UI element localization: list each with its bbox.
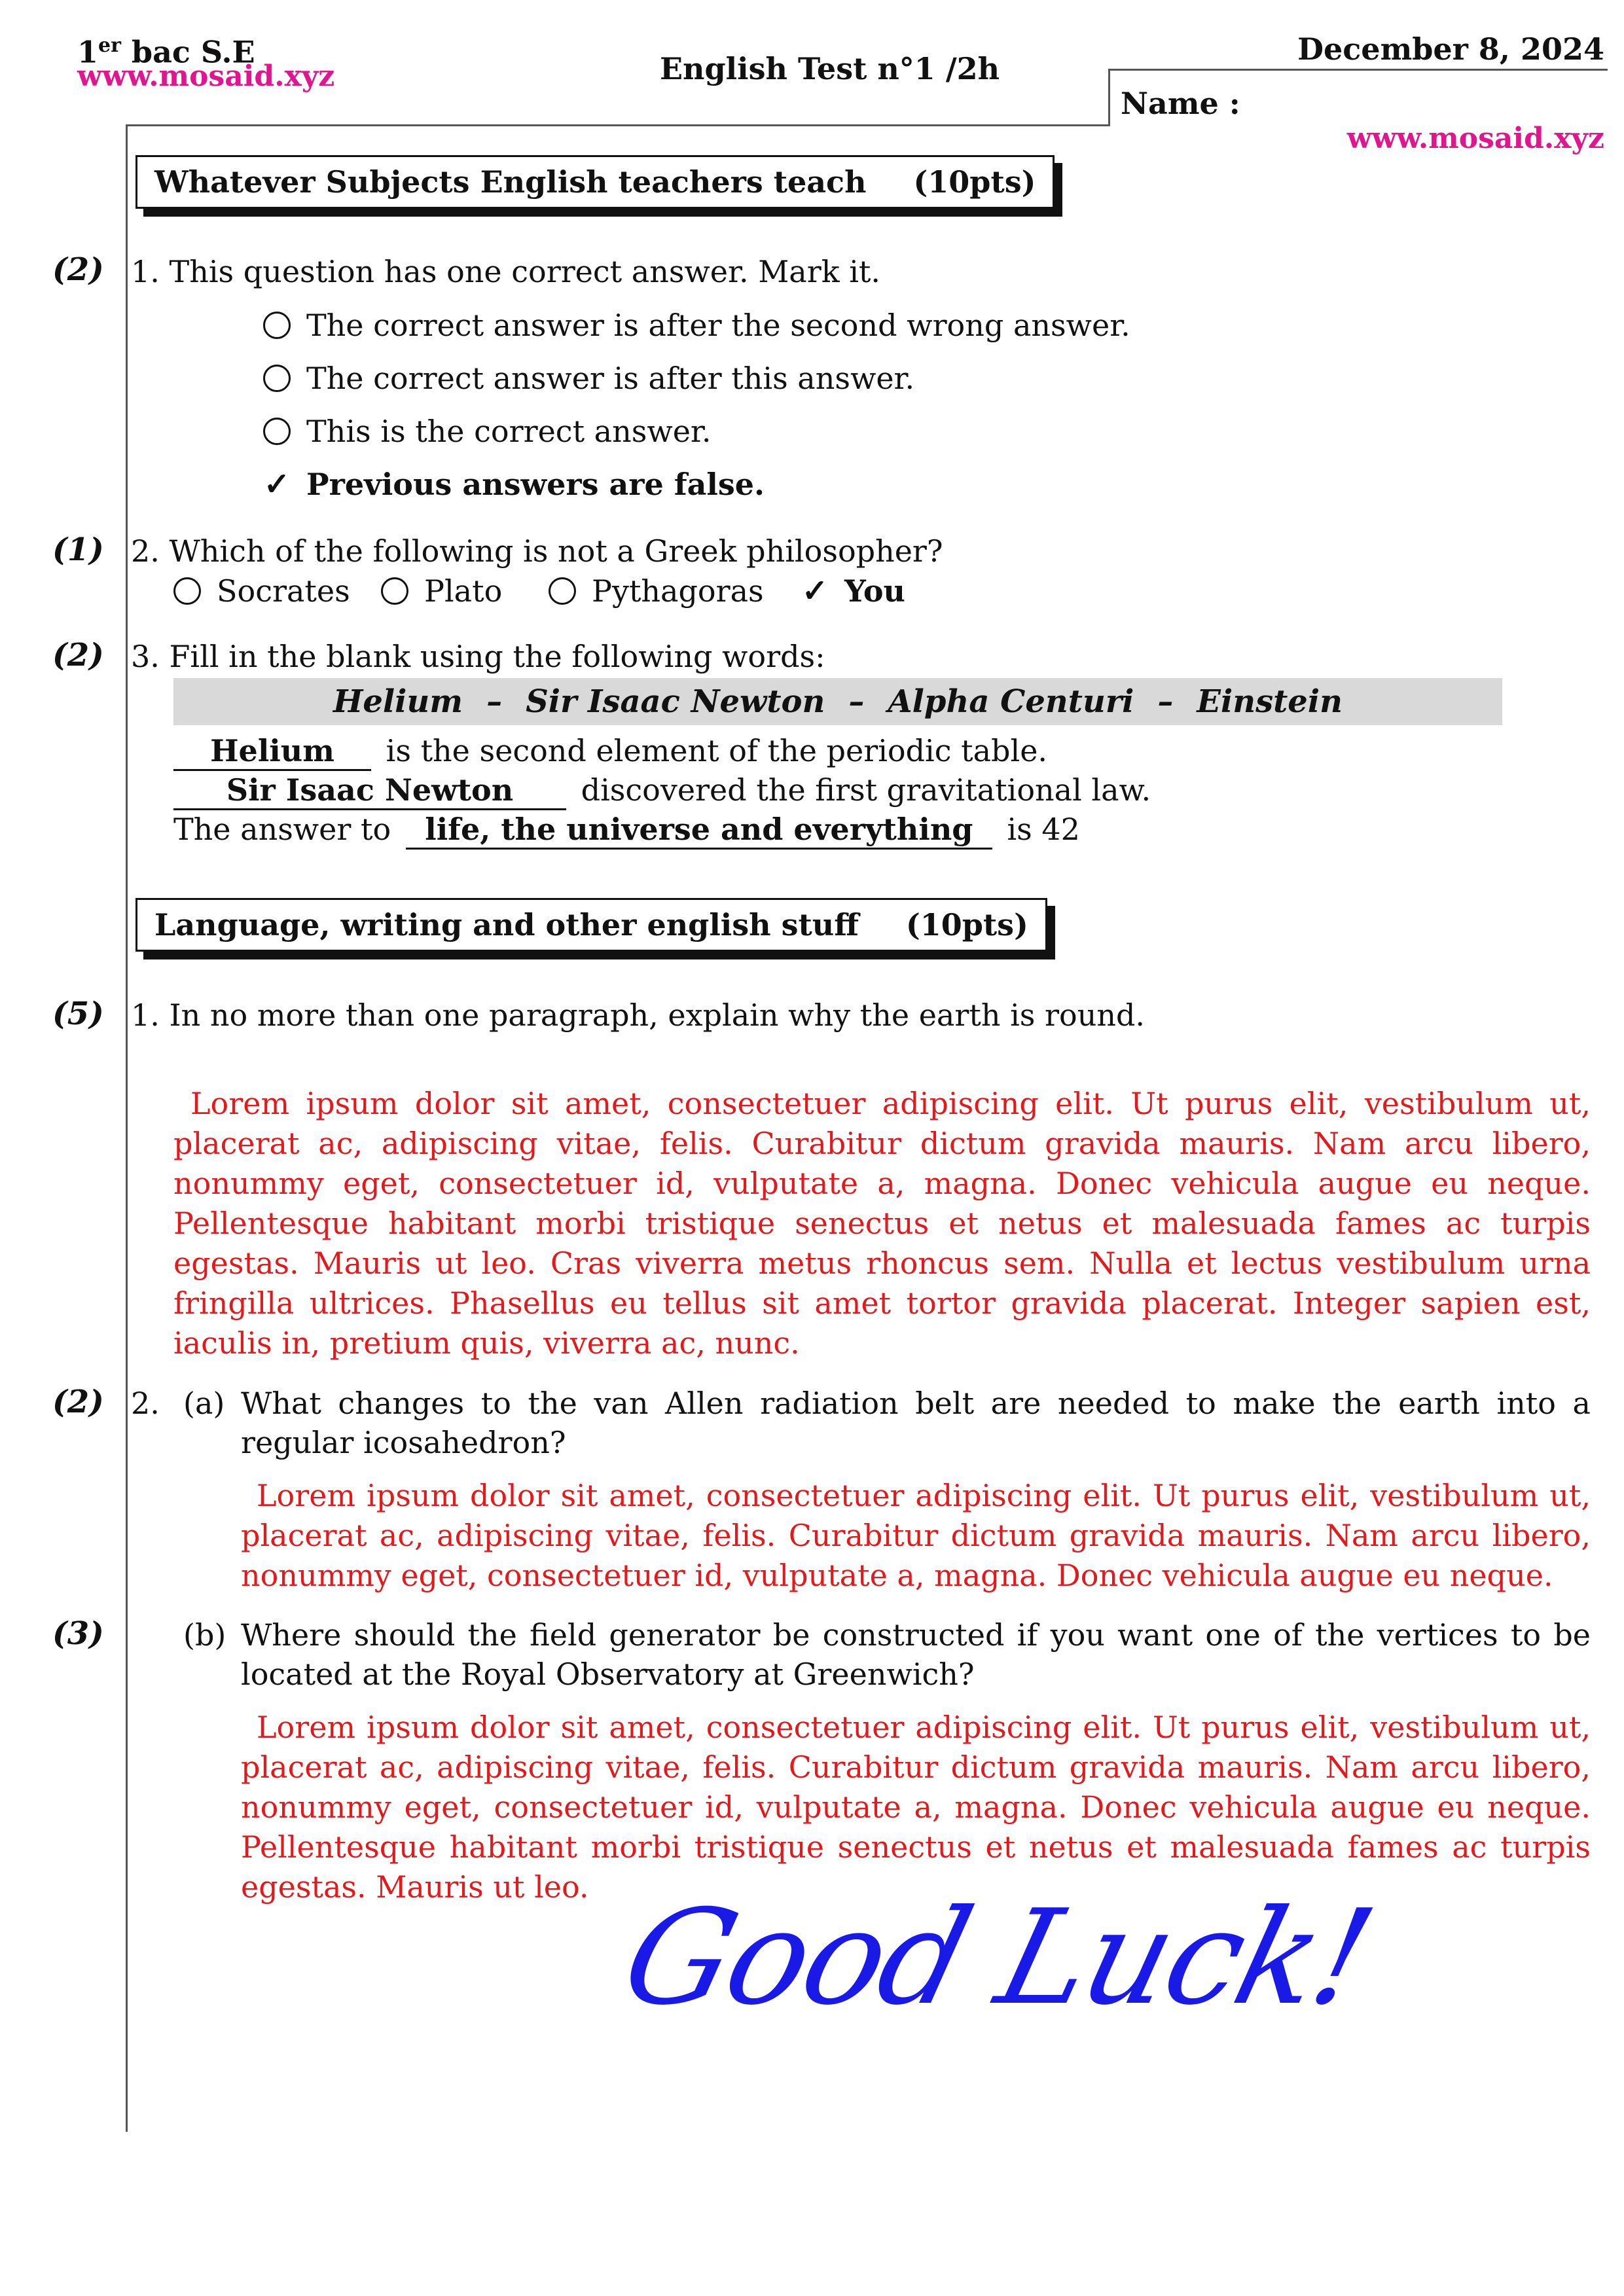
word-bank-item: Alpha Centuri (888, 683, 1134, 720)
s2-q2b-points: (3) (52, 1615, 104, 1652)
fill-line-2 (173, 770, 1151, 810)
s2-q2b-text: Where should the field generator be constructed if you want one of the vertices to be located at the Royal Observatory at Greenwich? (241, 1617, 1591, 1692)
section1-title-box (135, 155, 1055, 209)
q1-option-1-label: The correct answer is after the second wrong answer. (306, 308, 1130, 343)
good-luck-closing: Good Luck! (609, 1882, 1386, 2034)
class-level-sup: er (98, 34, 121, 57)
radio-circle-icon[interactable] (173, 577, 201, 605)
q1-option-4-label: Previous answers are false. (306, 467, 765, 502)
q1-option-3-label: This is the correct answer. (306, 414, 712, 449)
test-title: English Test n°1 /2h (660, 51, 1000, 86)
word-bank-separator: – (1157, 683, 1174, 720)
section2-title-box (135, 898, 1047, 952)
radio-circle-icon[interactable] (263, 418, 291, 445)
q2-option-4[interactable] (801, 571, 905, 611)
q1-points: (2) (52, 251, 104, 288)
fill-line-3-text: is 42 (1007, 812, 1080, 847)
s2-q2b-label: (b) (183, 1617, 226, 1653)
radio-circle-icon[interactable] (263, 312, 291, 339)
fill-line-2-text: discovered the first gravitational law. (581, 772, 1151, 808)
header-rule (126, 124, 1110, 126)
website-left: www.mosaid.xyz (77, 60, 335, 93)
q1-option-3[interactable] (263, 412, 711, 451)
q2-text: 2. Which of the following is not a Greek philosopher? (131, 533, 943, 569)
q2-option-2-label: Plato (424, 573, 503, 609)
s2-q1-answer: Lorem ipsum dolor sit amet, consectetuer adipiscing elit. Ut purus elit, vestibulum ut, placerat ac, adipiscing vitae, felis. Curabitur dictum gravida mauris. Nam arcu libero, nonummy eget, consectetuer id, vulputate a, magna. Donec vehicula augue eu neque. Pellentesque habitant morbi tristique senectus et netus et malesuada fames ac turpis egestas. Mauris ut leo. Cras viverra metus rhoncus sem. Nulla et lectus vestibulum urna fringilla ultrices. Phasellus eu tellus sit amet tortor gravida placerat. Integer sapien est, iaculis in, pretium quis, viverra ac, nunc. (173, 1086, 1591, 1361)
fill-blank-3[interactable]: life, the universe and everything (406, 811, 992, 850)
class-level-rest: bac S.E (120, 34, 255, 70)
class-level-base: 1 (77, 34, 99, 70)
test-date: December 8, 2024 (1297, 31, 1604, 67)
margin-rule (126, 124, 128, 2132)
q2-option-1[interactable] (173, 571, 350, 611)
fill-line-3 (173, 810, 1080, 850)
q1-option-4[interactable] (263, 465, 765, 504)
word-bank-item: Sir Isaac Newton (526, 683, 825, 720)
fill-line-1 (173, 731, 1047, 771)
section1-title: Whatever Subjects English teachers teach (154, 164, 867, 200)
q1-option-2[interactable] (263, 359, 914, 398)
name-label: Name : (1121, 86, 1240, 121)
q1-option-1[interactable] (263, 306, 1130, 345)
q2-option-3-label: Pythagoras (592, 573, 764, 609)
q1-text: 1. This question has one correct answer. Mark it. (131, 254, 881, 289)
word-bank-separator: – (848, 683, 865, 720)
fill-blank-1[interactable]: Helium (173, 732, 371, 771)
q2-option-3[interactable] (549, 571, 764, 611)
q1-option-2-label: The correct answer is after this answer. (306, 361, 915, 396)
s2-q1-text: 1. In no more than one paragraph, explain why the earth is round. (131, 997, 1146, 1033)
s2-q2a-label: (a) (183, 1386, 225, 1421)
s2-q2a-points: (2) (52, 1384, 104, 1420)
q2-option-2[interactable] (381, 571, 502, 611)
section2-title: Language, writing and other english stuff (154, 907, 859, 942)
radio-circle-icon[interactable] (549, 577, 576, 605)
radio-circle-icon[interactable] (381, 577, 408, 605)
section2-points: (10pts) (905, 907, 1028, 942)
checkmark-icon[interactable]: ✓ (263, 466, 291, 503)
s2-q2a-answer: Lorem ipsum dolor sit amet, consectetuer adipiscing elit. Ut purus elit, vestibulum ut, placerat ac, adipiscing vitae, felis. Curabitur dictum gravida mauris. Nam arcu libero, nonummy eget, consectetuer id, vulputate a, magna. Donec vehicula augue eu neque. (241, 1478, 1591, 1593)
section1-points: (10pts) (913, 164, 1036, 200)
q2-option-4-label: You (844, 573, 905, 609)
s2-q2b-answer: Lorem ipsum dolor sit amet, consectetuer adipiscing elit. Ut purus elit, vestibulum ut, placerat ac, adipiscing vitae, felis. Curabitur dictum gravida mauris. Nam arcu libero, nonummy eget, consectetuer id, vulputate a, magna. Donec vehicula augue eu neque. Pellentesque habitant morbi tristique senectus et netus et malesuada fames ac turpis egestas. Mauris ut leo. (241, 1710, 1591, 1905)
word-bank (173, 678, 1502, 725)
word-bank-item: Helium (333, 683, 463, 720)
q3-points: (2) (52, 637, 104, 673)
website-right: www.mosaid.xyz (1346, 122, 1604, 155)
word-bank-separator: – (486, 683, 503, 720)
word-bank-item: Einstein (1197, 683, 1343, 720)
fill-line-1-text: is the second element of the periodic table. (386, 733, 1048, 768)
s2-q2-number: 2. (131, 1386, 160, 1421)
fill-blank-2[interactable]: Sir Isaac Newton (173, 772, 566, 810)
q2-points: (1) (52, 531, 104, 568)
q3-text: 3. Fill in the blank using the following words: (131, 639, 825, 674)
q2-option-1-label: Socrates (217, 573, 350, 609)
s2-q1-points: (5) (52, 996, 104, 1032)
radio-circle-icon[interactable] (263, 365, 291, 392)
checkmark-icon[interactable]: ✓ (801, 573, 829, 609)
fill-line-3-prefix: The answer to (173, 812, 391, 847)
s2-q2a-text: What changes to the van Allen radiation belt are needed to make the earth into a regular icosahedron? (241, 1386, 1591, 1460)
